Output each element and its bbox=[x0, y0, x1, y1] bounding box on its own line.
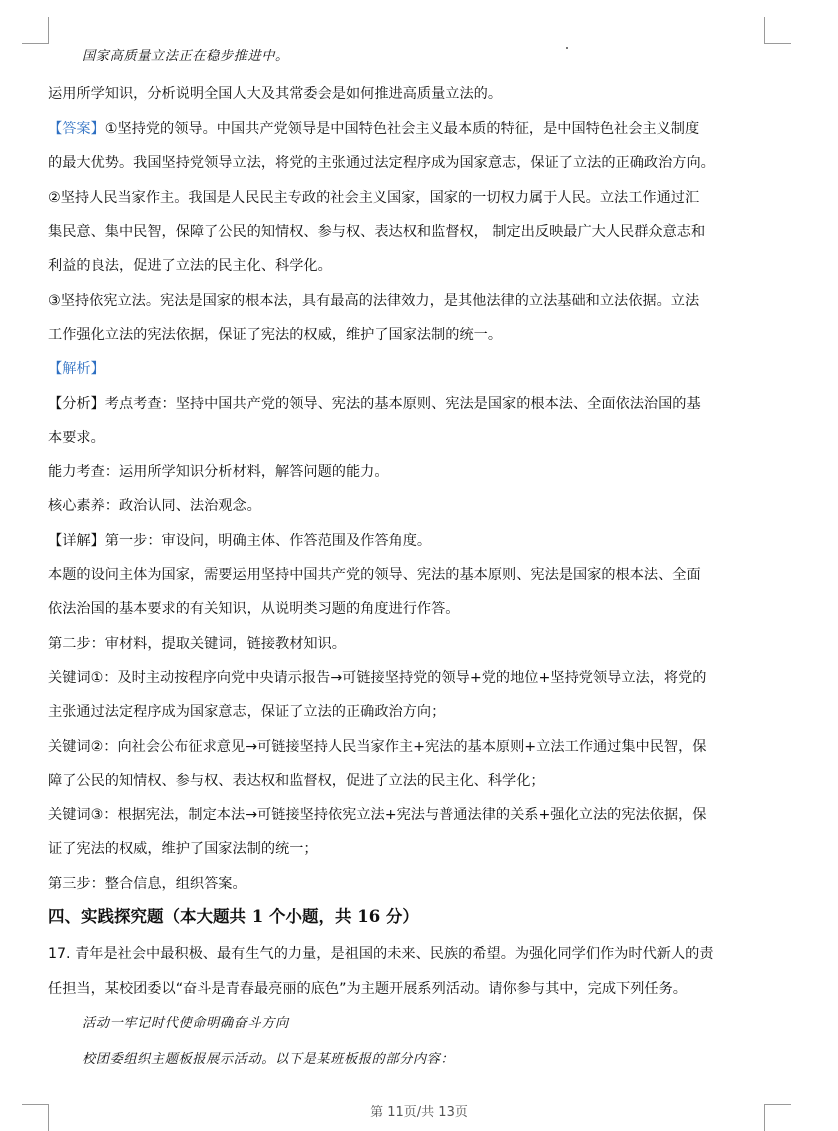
answer-line-5: 利益的良法，促进了立法的民主化、科学化。 bbox=[48, 258, 332, 274]
answer-line-4: 集民意、集中民智，保障了公民的知情权、参与权、表达权和监督权， 制定出反映最广大人民群众意志和 bbox=[48, 224, 706, 240]
stray-dot bbox=[566, 47, 568, 49]
activity-one-desc: 校团委组织主题板报展示活动。以下是某班板报的部分内容： bbox=[82, 1052, 455, 1067]
detail-line-4: 第二步：审材料，提取关键词，链接教材知识。 bbox=[48, 636, 346, 652]
detail-line-2: 本题的设问主体为国家，需要运用坚持中国共产党的领导、宪法的基本原则、宪法是国家的根本法、全面 bbox=[48, 567, 701, 583]
analysis-tag: 【解析】 bbox=[48, 361, 105, 377]
crop-mark-top-left bbox=[22, 17, 49, 44]
section-heading: 四、实践探究题（本大题共 1 个小题，共 16 分） bbox=[48, 907, 419, 926]
detail-line-5: 第三步：整合信息，组织答案。 bbox=[48, 876, 247, 892]
keyword-1-line-1: 关键词①：及时主动按程序向党中央请示报告→可链接坚持党的领导+党的地位+坚持党领导立法，将党的 bbox=[48, 670, 707, 686]
keyword-3-line-2: 证了宪法的权威，维护了国家法制的统一； bbox=[48, 841, 318, 857]
analysis-text-1: 【分析】考点考查：坚持中国共产党的领导、宪法的基本原则、宪法是国家的根本法、全面依法治国的基 bbox=[48, 396, 701, 412]
analysis-text-3: 能力考查：运用所学知识分析材料，解答问题的能力。 bbox=[48, 464, 389, 480]
answer-text-1: ①坚持党的领导。中国共产党领导是中国特色社会主义最本质的特征，是中国特色社会主义制度 bbox=[104, 121, 700, 137]
answer-line-7: 工作强化立法的宪法依据，保证了宪法的权威，维护了国家法制的统一。 bbox=[48, 327, 503, 343]
keyword-1-line-2: 主张通过法定程序成为国家意志，保证了立法的正确政治方向； bbox=[48, 704, 446, 720]
answer-line-3: ②坚持人民当家作主。我国是人民民主专政的社会主义国家，国家的一切权力属于人民。立法工作通过汇 bbox=[48, 190, 700, 206]
analysis-text-2: 本要求。 bbox=[48, 430, 105, 446]
question-17-line-1: 17. 青年是社会中最积极、最有生气的力量，是祖国的未来、民族的希望。为强化同学们作为时代新人的责 bbox=[48, 946, 714, 962]
answer-tag: 【答案】 bbox=[48, 121, 105, 137]
question-17-line-2: 任担当，某校团委以“奋斗是青春最亮丽的底色”为主题开展系列活动。请你参与其中，完成下列任务。 bbox=[48, 981, 687, 997]
analysis-text-4: 核心素养：政治认同、法治观念。 bbox=[48, 498, 261, 514]
analysis-line bbox=[48, 359, 105, 379]
answer-line-1 bbox=[48, 119, 699, 139]
answer-line-6: ③坚持依宪立法。宪法是国家的根本法，具有最高的法律效力，是其他法律的立法基础和立法依据。立法 bbox=[48, 293, 700, 309]
keyword-2-line-2: 障了公民的知情权、参与权、表达权和监督权，促进了立法的民主化、科学化； bbox=[48, 773, 545, 789]
crop-mark-top-right bbox=[764, 17, 791, 44]
keyword-2-line-1: 关键词②：向社会公布征求意见→可链接坚持人民当家作主+宪法的基本原则+立法工作通过集中民智，保 bbox=[48, 739, 707, 755]
question-line: 运用所学知识，分析说明全国人大及其常委会是如何推进高质量立法的。 bbox=[48, 86, 503, 102]
material-last-line: 国家高质量立法正在稳步推进中。 bbox=[82, 49, 289, 64]
detail-line-1: 【详解】第一步：审设问，明确主体、作答范围及作答角度。 bbox=[48, 533, 432, 549]
keyword-3-line-1: 关键词③：根据宪法，制定本法→可链接坚持依宪立法+宪法与普通法律的关系+强化立法的宪法依据，保 bbox=[48, 807, 707, 823]
page-number-footer: 第 11页/共 13页 bbox=[370, 1105, 468, 1120]
answer-line-2: 的最大优势。我国坚持党领导立法，将党的主张通过法定程序成为国家意志，保证了立法的正确政治方向。 bbox=[48, 155, 715, 171]
detail-line-3: 依法治国的基本要求的有关知识，从说明类习题的角度进行作答。 bbox=[48, 601, 460, 617]
activity-one-title: 活动一牢记时代使命明确奋斗方向 bbox=[82, 1016, 289, 1031]
